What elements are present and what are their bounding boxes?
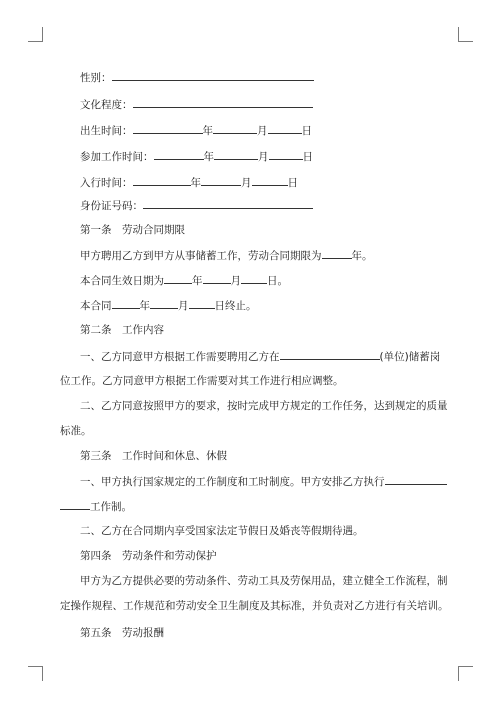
article4-paragraph-line1: 甲方为乙方提供必要的劳动条件、劳动工具及劳保用品，建立健全工作流程，制 [80,575,448,587]
id-number-label: 身份证号码： [80,200,143,212]
article5-title: 第五条 劳动报酬 [80,627,164,639]
birth-month-blank [213,123,257,134]
work-start-day-label: 日 [302,151,313,163]
education-field [80,97,313,112]
join-day-blank [252,175,288,186]
gender-field [80,70,314,85]
termination-year-label: 年 [139,300,150,312]
article2-clause2-line1: 二、乙方同意按照甲方的要求，按时完成甲方规定的工作任务，达到规定的质量 [80,400,448,412]
education-blank [133,97,313,108]
id-number-blank [143,198,313,209]
birth-label: 出生时间： [80,125,133,137]
termination-day-blank [189,298,215,309]
crop-mark-top-right [458,27,473,42]
effective-month-label: 月 [230,275,241,287]
effective-year-label: 年 [192,275,203,287]
termination-day-label: 日终止。 [214,300,257,312]
birth-field [80,123,312,138]
work-start-label: 参加工作时间： [80,151,154,163]
article2-clause1-unit: (单位)储蓄岗 [379,351,441,363]
contract-years-blank [322,248,352,259]
article2-clause1-text: 一、乙方同意甲方根据工作需要聘用乙方在 [80,351,280,363]
work-start-month-blank [214,149,258,160]
education-label: 文化程度： [80,99,133,111]
join-label: 入行时间： [80,177,133,189]
unit-blank [280,349,380,360]
birth-year-label: 年 [202,125,213,137]
gender-label: 性别： [80,72,112,84]
crop-mark-top-left [28,27,43,42]
gender-blank [112,70,314,81]
article1-title: 第一条 劳动合同期限 [80,224,185,236]
work-start-year-blank [154,149,204,160]
article2-clause2-line2: 标准。 [60,425,92,437]
effective-day-blank [241,273,267,284]
work-system-blank [385,474,447,485]
article3-clause1-line1 [80,474,447,489]
crop-mark-bottom-right [458,666,473,681]
termination-month-label: 月 [178,300,189,312]
termination-year-blank [112,298,140,309]
article2-clause1-line2: 位工作。乙方同意甲方根据工作需要对其工作进行相应调整。 [60,375,344,387]
article3-title: 第三条 工作时间和休息、休假 [80,450,227,462]
crop-mark-bottom-left [28,666,43,681]
termination-date-paragraph [80,298,257,313]
effective-month-blank [203,273,231,284]
join-month-label: 月 [241,177,252,189]
join-month-blank [201,175,241,186]
article4-title: 第四条 劳动条件和劳动保护 [80,550,217,562]
termination-month-blank [150,298,178,309]
article1-term-text: 甲方聘用乙方到甲方从事储蓄工作，劳动合同期限为 [80,250,322,262]
work-start-field [80,149,313,164]
work-system-blank-continued [60,499,90,510]
article3-clause1-line2 [60,499,132,514]
join-year-blank [133,175,191,186]
join-field [80,175,298,190]
id-number-field [80,198,313,213]
article1-term-suffix: 年。 [351,250,373,262]
join-day-label: 日 [287,177,298,189]
work-start-year-label: 年 [203,151,214,163]
article2-title: 第二条 工作内容 [80,324,164,336]
join-year-label: 年 [190,177,201,189]
effective-date-paragraph [80,273,288,288]
effective-date-text: 本合同生效日期为 [80,275,164,287]
article4-paragraph-line2: 定操作规程、工作规范和劳动安全卫生制度及其标准，并负责对乙方进行有关培训。 [60,600,449,612]
termination-date-text: 本合同 [80,300,112,312]
work-start-month-label: 月 [258,151,269,163]
article3-clause2: 二、乙方在合同期内享受国家法定节假日及婚丧等假期待遇。 [80,525,364,537]
article1-term-paragraph [80,248,373,263]
birth-day-label: 日 [301,125,312,137]
article3-clause1-suffix: 工作制。 [90,501,132,513]
effective-day-label: 日。 [267,275,288,287]
effective-year-blank [164,273,192,284]
article3-clause1-text: 一、甲方执行国家规定的工作制度和工时制度。甲方安排乙方执行 [80,476,385,488]
birth-month-label: 月 [257,125,268,137]
article2-clause1-line1 [80,349,440,364]
birth-day-blank [268,123,302,134]
work-start-day-blank [269,149,303,160]
birth-year-blank [133,123,203,134]
